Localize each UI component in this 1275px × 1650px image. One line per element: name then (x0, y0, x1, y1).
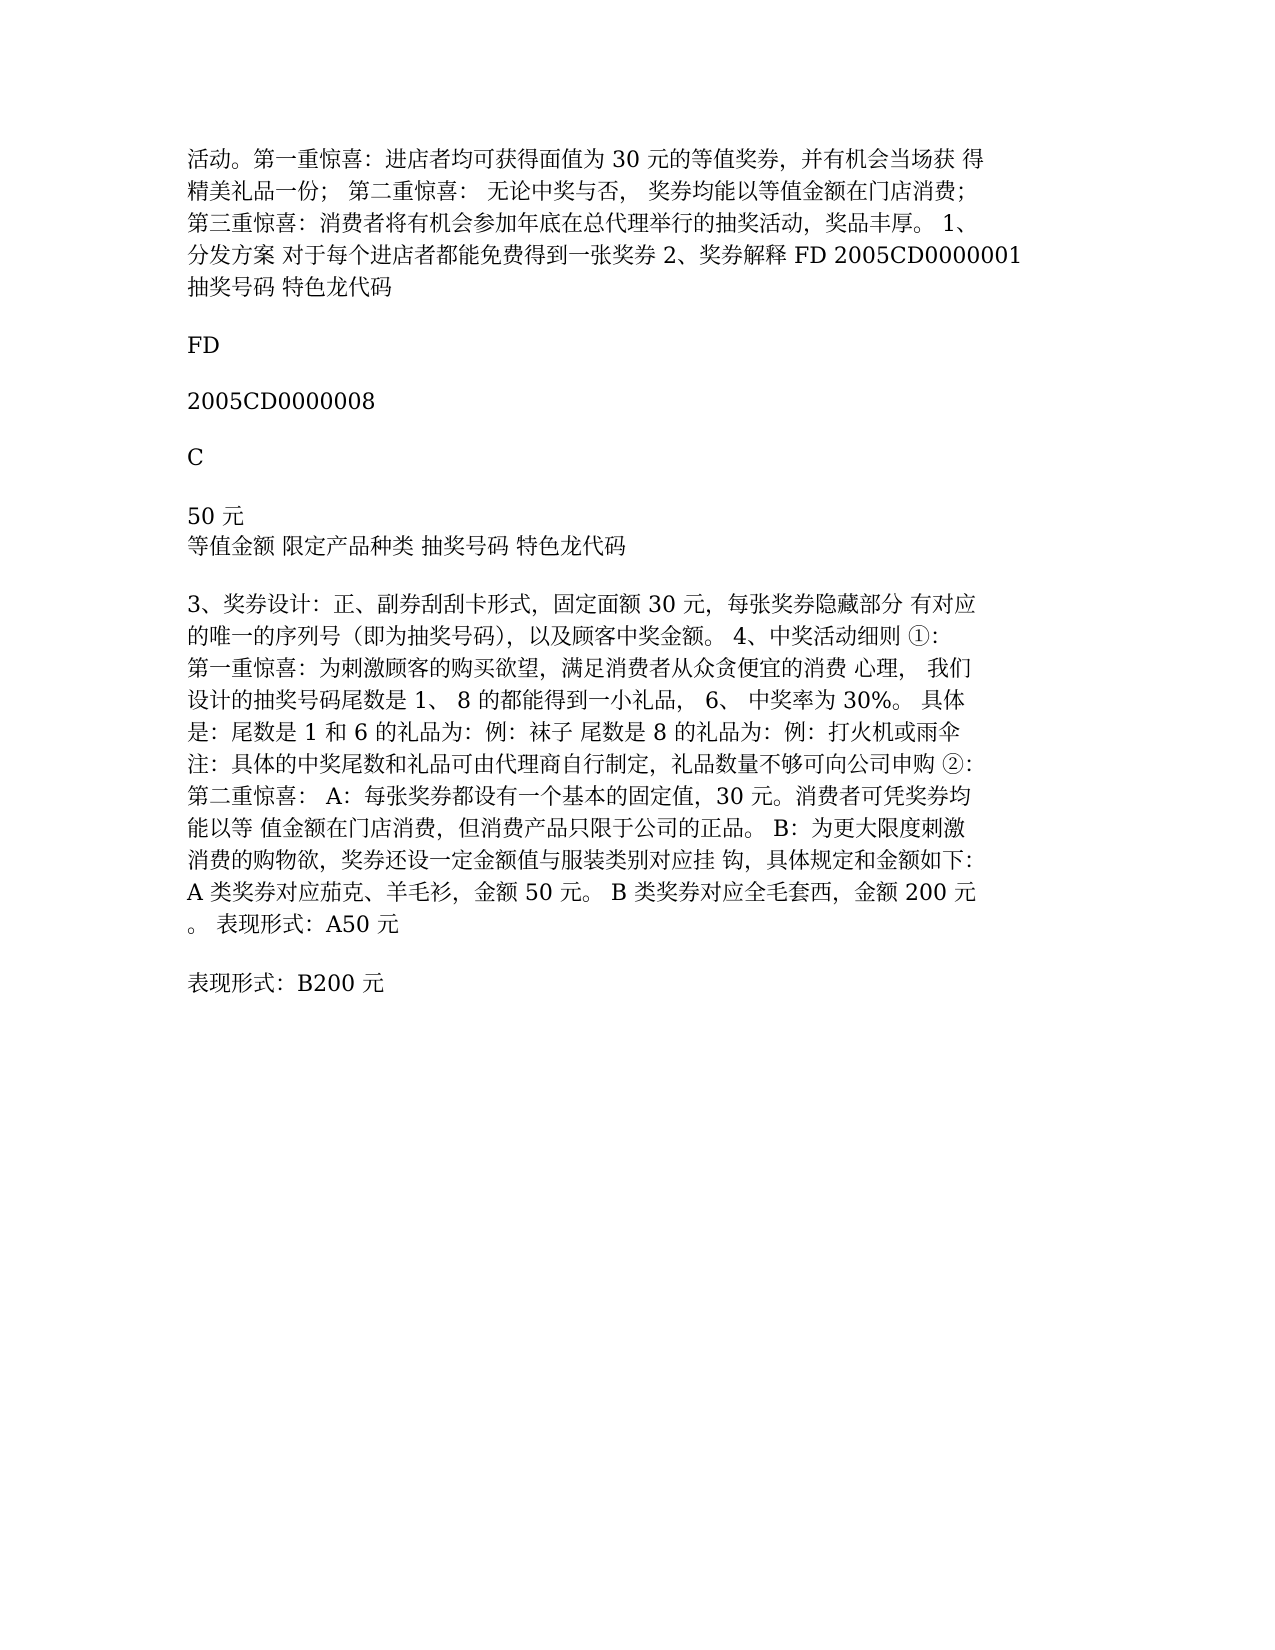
text-line: FD (187, 334, 220, 359)
text-line: 。 表现形式：A50 元 (187, 913, 399, 938)
text-line: 分发方案 对于每个进店者都能免费得到一张奖券 2、奖券解释 FD 2005CD0000001 (187, 244, 1023, 269)
text-line: 设计的抽奖号码尾数是 1、 8 的都能得到一小礼品， 6、 中奖率为 30%。 具体 (187, 689, 965, 714)
text-line: 注：具体的中奖尾数和礼品可由代理商自行制定，礼品数量不够可向公司申购 ②： (187, 753, 986, 778)
text-line: 3、奖券设计：正、副券刮刮卡形式，固定面额 30 元，每张奖券隐藏部分 有对应 (187, 593, 976, 618)
text-line: 精美礼品一份； 第二重惊喜： 无论中奖与否， 奖券均能以等值金额在门店消费； (187, 180, 978, 205)
text-line: 活动。第一重惊喜：进店者均可获得面值为 30 元的等值奖券，并有机会当场获 得 (187, 148, 984, 173)
text-line: 等值金额 限定产品种类 抽奖号码 特色龙代码 (187, 535, 626, 560)
text-line: 第三重惊喜：消费者将有机会参加年底在总代理举行的抽奖活动，奖品丰厚。 1、 (187, 212, 978, 237)
text-line: 能以等 值金额在门店消费，但消费产品只限于公司的正品。 B：为更大限度刺激 (187, 817, 966, 842)
text-line: 的唯一的序列号（即为抽奖号码），以及顾客中奖金额。 4、中奖活动细则 ①： (187, 625, 952, 650)
text-line: 抽奖号码 特色龙代码 (187, 276, 392, 301)
text-line: 消费的购物欲，奖券还设一定金额值与服装类别对应挂 钩，具体规定和金额如下： (187, 849, 986, 874)
text-line: 第二重惊喜： A：每张奖券都设有一个基本的固定值，30 元。消费者可凭奖券均 (187, 785, 971, 810)
text-line: 50 元 (187, 505, 244, 530)
text-line: 2005CD0000008 (187, 390, 376, 415)
text-line: 表现形式：B200 元 (187, 972, 385, 997)
text-line: C (187, 446, 204, 471)
text-line: A 类奖券对应茄克、羊毛衫，金额 50 元。 B 类奖券对应全毛套西，金额 200 元 (187, 881, 976, 906)
text-line: 是：尾数是 1 和 6 的礼品为：例：袜子 尾数是 8 的礼品为：例：打火机或雨伞 (187, 721, 960, 746)
text-line: 第一重惊喜：为刺激顾客的购买欲望，满足消费者从众贪便宜的消费 心理， 我们 (187, 657, 971, 682)
